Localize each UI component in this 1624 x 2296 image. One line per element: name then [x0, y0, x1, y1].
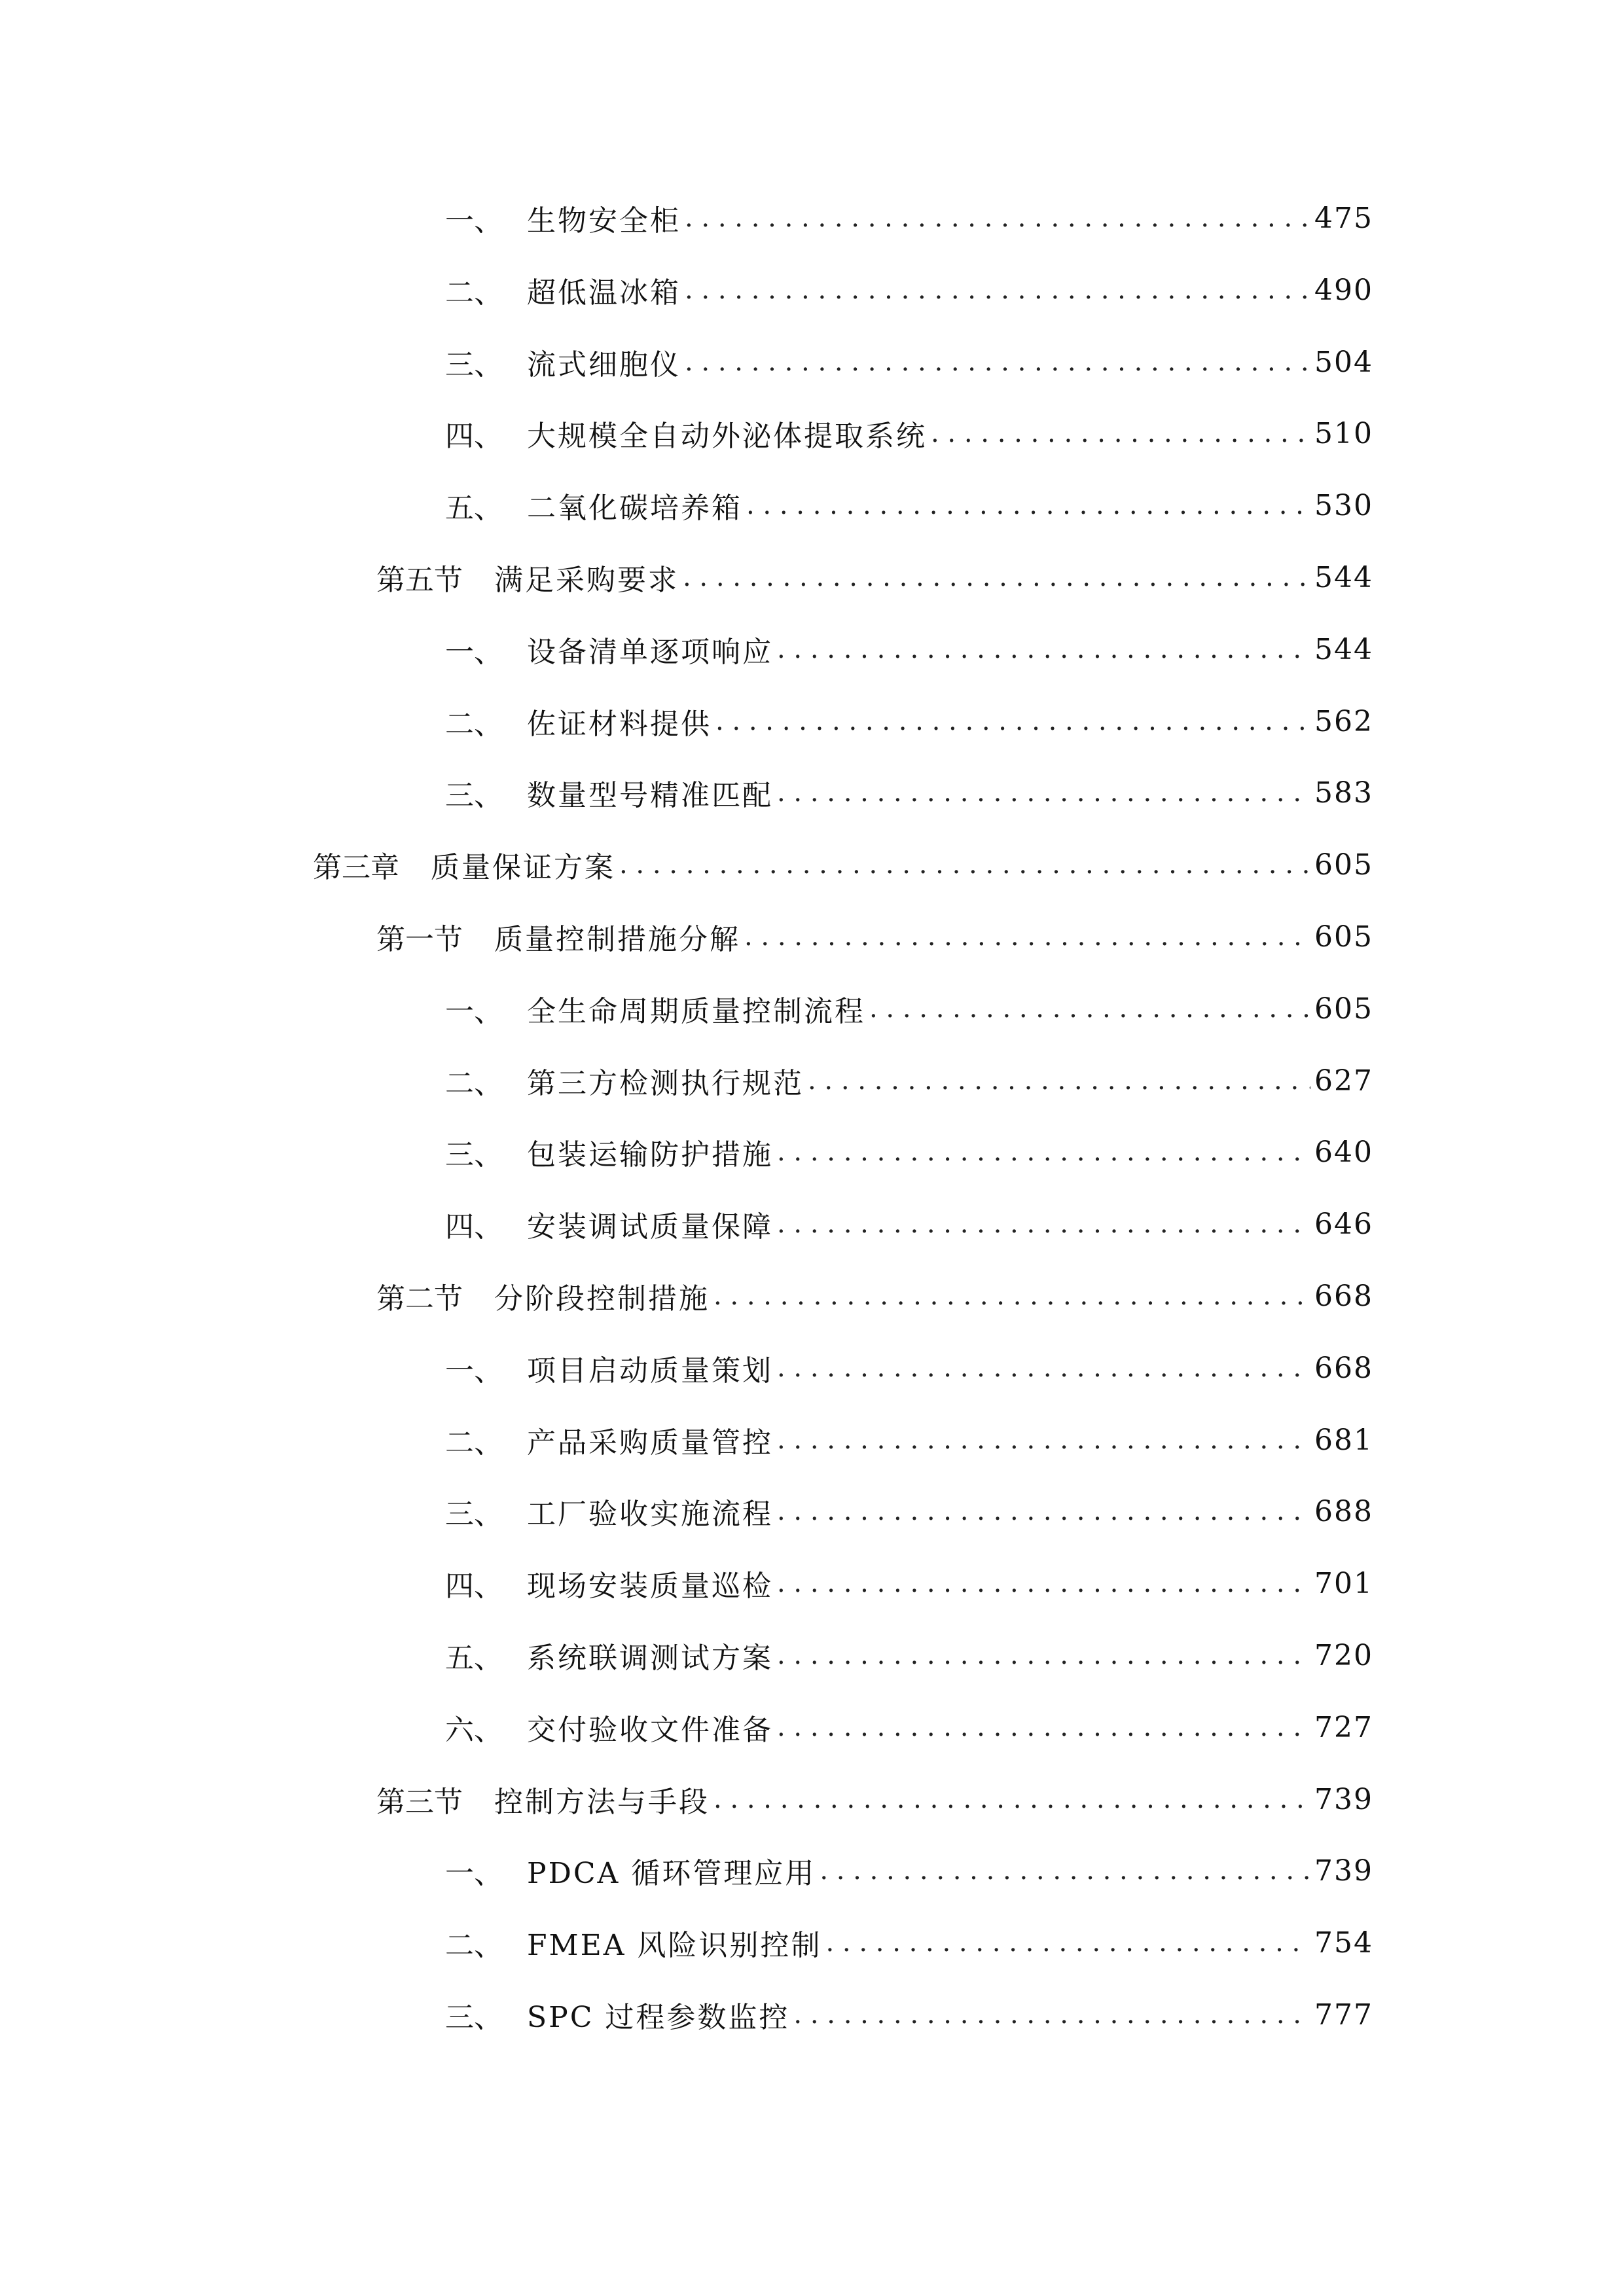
toc-leader-dots [744, 922, 1310, 952]
toc-entry-number: 四、 [445, 1210, 503, 1244]
toc-leader-dots [777, 1712, 1310, 1742]
toc-entry[interactable] [445, 1414, 1373, 1466]
toc-entry-title: PDCA 循环管理应用 [527, 1857, 816, 1890]
toc-entry-title: FMEA 风险识别控制 [527, 1929, 822, 1962]
toc-entry-page: 510 [1314, 416, 1373, 450]
toc-entry-title: 流式细胞仪 [527, 348, 681, 382]
toc-entry[interactable] [445, 1701, 1373, 1753]
toc-entry-title: 生物安全柜 [527, 204, 681, 238]
toc-entry-title: 分阶段控制措施 [494, 1282, 710, 1316]
toc-entry-title: 第三方检测执行规范 [527, 1067, 804, 1100]
toc-entry-title: 质量控制措施分解 [494, 923, 740, 956]
toc-leader-dots [713, 1281, 1310, 1311]
toc-entry-title: 安装调试质量保障 [527, 1210, 773, 1244]
toc-entry-page: 605 [1314, 848, 1373, 882]
toc-entry-number: 二、 [445, 708, 503, 741]
toc-section-entry[interactable] [376, 910, 1373, 963]
toc-entry-number: 第三节 [376, 1785, 463, 1819]
toc-entry-title: 超低温冰箱 [527, 276, 681, 310]
toc-entry-number: 四、 [445, 420, 503, 453]
toc-entry-number: 一、 [445, 1857, 503, 1890]
toc-entry-page: 727 [1314, 1710, 1373, 1744]
toc-entry[interactable] [445, 1844, 1373, 1897]
toc-entry-page: 490 [1314, 273, 1373, 307]
toc-entry-page: 681 [1314, 1423, 1373, 1457]
toc-entry-page: 544 [1314, 560, 1373, 594]
toc-leader-dots [777, 1425, 1310, 1455]
toc-entry-page: 668 [1314, 1351, 1373, 1385]
toc-entry-page: 562 [1314, 704, 1373, 738]
toc-entry-title: 数量型号精准匹配 [527, 779, 773, 812]
toc-leader-dots [793, 2000, 1310, 2030]
toc-leader-dots [685, 275, 1310, 305]
toc-entry-page: 739 [1314, 1854, 1373, 1888]
toc-entry-number: 一、 [445, 204, 503, 238]
toc-entry-number: 一、 [445, 636, 503, 669]
toc-entry-title: 控制方法与手段 [494, 1785, 710, 1819]
toc-entry[interactable] [445, 1342, 1373, 1394]
toc-entry-number: 三、 [445, 1498, 503, 1531]
toc-leader-dots [746, 490, 1310, 520]
toc-leader-dots [619, 850, 1310, 880]
toc-chapter-entry[interactable] [313, 838, 1373, 891]
toc-entry-page: 605 [1314, 992, 1373, 1026]
toc-entry[interactable] [445, 1126, 1373, 1178]
toc-entry-title: 大规模全自动外泌体提取系统 [527, 420, 927, 453]
toc-entry-number: 三、 [445, 779, 503, 812]
toc-entry[interactable] [445, 192, 1373, 244]
toc-entry[interactable] [445, 1557, 1373, 1609]
toc-entry-number: 一、 [445, 1354, 503, 1388]
toc-entry-number: 第五节 [376, 564, 463, 597]
toc-entry[interactable] [445, 407, 1373, 459]
toc-leader-dots [777, 1353, 1310, 1383]
toc-entry[interactable] [445, 336, 1373, 388]
toc-entry-number: 四、 [445, 1570, 503, 1603]
toc-entry-page: 627 [1314, 1064, 1373, 1098]
toc-leader-dots [825, 1928, 1310, 1958]
toc-entry-number: 五、 [445, 492, 503, 525]
toc-leader-dots [685, 347, 1310, 377]
toc-entry-page: 688 [1314, 1494, 1373, 1528]
toc-entry-number: 三、 [445, 348, 503, 382]
toc-leader-dots [777, 1496, 1310, 1526]
toc-section-entry[interactable] [376, 1270, 1373, 1322]
toc-entry-title: 二氧化碳培养箱 [527, 492, 742, 525]
toc-entry-title: 交付验收文件准备 [527, 1713, 773, 1747]
toc-entry-number: 一、 [445, 995, 503, 1028]
toc-entry-number: 二、 [445, 1929, 503, 1962]
toc-entry-page: 646 [1314, 1207, 1373, 1241]
toc-entry-page: 777 [1314, 1998, 1373, 2032]
toc-leader-dots [931, 418, 1310, 448]
toc-entry-page: 754 [1314, 1926, 1373, 1960]
toc-entry-page: 605 [1314, 920, 1373, 954]
toc-section-entry[interactable] [376, 1773, 1373, 1825]
toc-leader-dots [777, 1568, 1310, 1598]
toc-entry-page: 640 [1314, 1135, 1373, 1169]
toc-entry-title: 包装运输防护措施 [527, 1138, 773, 1172]
toc-entry-page: 668 [1314, 1279, 1373, 1313]
toc-entry-page: 583 [1314, 776, 1373, 810]
toc-entry-number: 三、 [445, 1138, 503, 1172]
toc-entry[interactable] [445, 1629, 1373, 1681]
toc-entry-number: 三、 [445, 2001, 503, 2034]
toc-entry[interactable] [445, 264, 1373, 316]
toc-entry-page: 544 [1314, 632, 1373, 666]
toc-entry-page: 701 [1314, 1566, 1373, 1600]
toc-entry-title: 设备清单逐项响应 [527, 636, 773, 669]
toc-entry[interactable] [445, 1054, 1373, 1107]
toc-leader-dots [820, 1856, 1310, 1886]
toc-entry-page: 530 [1314, 488, 1373, 522]
toc-entry-number: 六、 [445, 1713, 503, 1747]
toc-entry-page: 739 [1314, 1782, 1373, 1816]
toc-leader-dots [777, 1209, 1310, 1239]
toc-leader-dots [808, 1066, 1310, 1096]
toc-entry-number: 二、 [445, 1067, 503, 1100]
toc-leader-dots [869, 994, 1310, 1024]
toc-entry[interactable] [445, 1988, 1373, 2041]
toc-entry-title: 工厂验收实施流程 [527, 1498, 773, 1531]
toc-entry[interactable] [445, 1198, 1373, 1250]
toc-entry-title: 系统联调测试方案 [527, 1641, 773, 1675]
toc-entry[interactable] [445, 695, 1373, 747]
toc-entry-number: 第一节 [376, 923, 463, 956]
toc-entry-page: 720 [1314, 1638, 1373, 1672]
toc-entry[interactable] [445, 766, 1373, 819]
toc-entry[interactable] [445, 982, 1373, 1035]
toc-leader-dots [683, 562, 1310, 592]
toc-entry-number: 第二节 [376, 1282, 463, 1316]
toc-leader-dots [777, 1640, 1310, 1670]
toc-leader-dots [713, 1784, 1310, 1814]
toc-entry-number: 第三章 [313, 851, 399, 884]
toc-entry-title: 项目启动质量策划 [527, 1354, 773, 1388]
toc-entry[interactable] [445, 479, 1373, 531]
toc-entry[interactable] [445, 1485, 1373, 1537]
toc-entry-title: SPC 过程参数监控 [527, 2001, 790, 2034]
toc-entry-number: 二、 [445, 276, 503, 310]
toc-entry-title: 满足采购要求 [494, 564, 679, 597]
toc-entry-number: 五、 [445, 1641, 503, 1675]
toc-entry[interactable] [445, 1916, 1373, 1969]
toc-entry-number: 二、 [445, 1426, 503, 1460]
toc-leader-dots [777, 778, 1310, 808]
toc-entry-title: 质量保证方案 [431, 851, 615, 884]
toc-section-entry[interactable] [376, 551, 1373, 603]
toc-leader-dots [777, 634, 1310, 664]
toc-entry-page: 504 [1314, 345, 1373, 379]
toc-entry-title: 产品采购质量管控 [527, 1426, 773, 1460]
toc-entry-page: 475 [1314, 201, 1373, 235]
toc-entry[interactable] [445, 623, 1373, 675]
toc-entry-title: 现场安装质量巡检 [527, 1570, 773, 1603]
toc-entry-title: 全生命周期质量控制流程 [527, 995, 865, 1028]
toc-leader-dots [715, 706, 1310, 736]
toc-leader-dots [777, 1137, 1310, 1167]
toc-leader-dots [685, 203, 1310, 233]
toc-entry-title: 佐证材料提供 [527, 708, 712, 741]
